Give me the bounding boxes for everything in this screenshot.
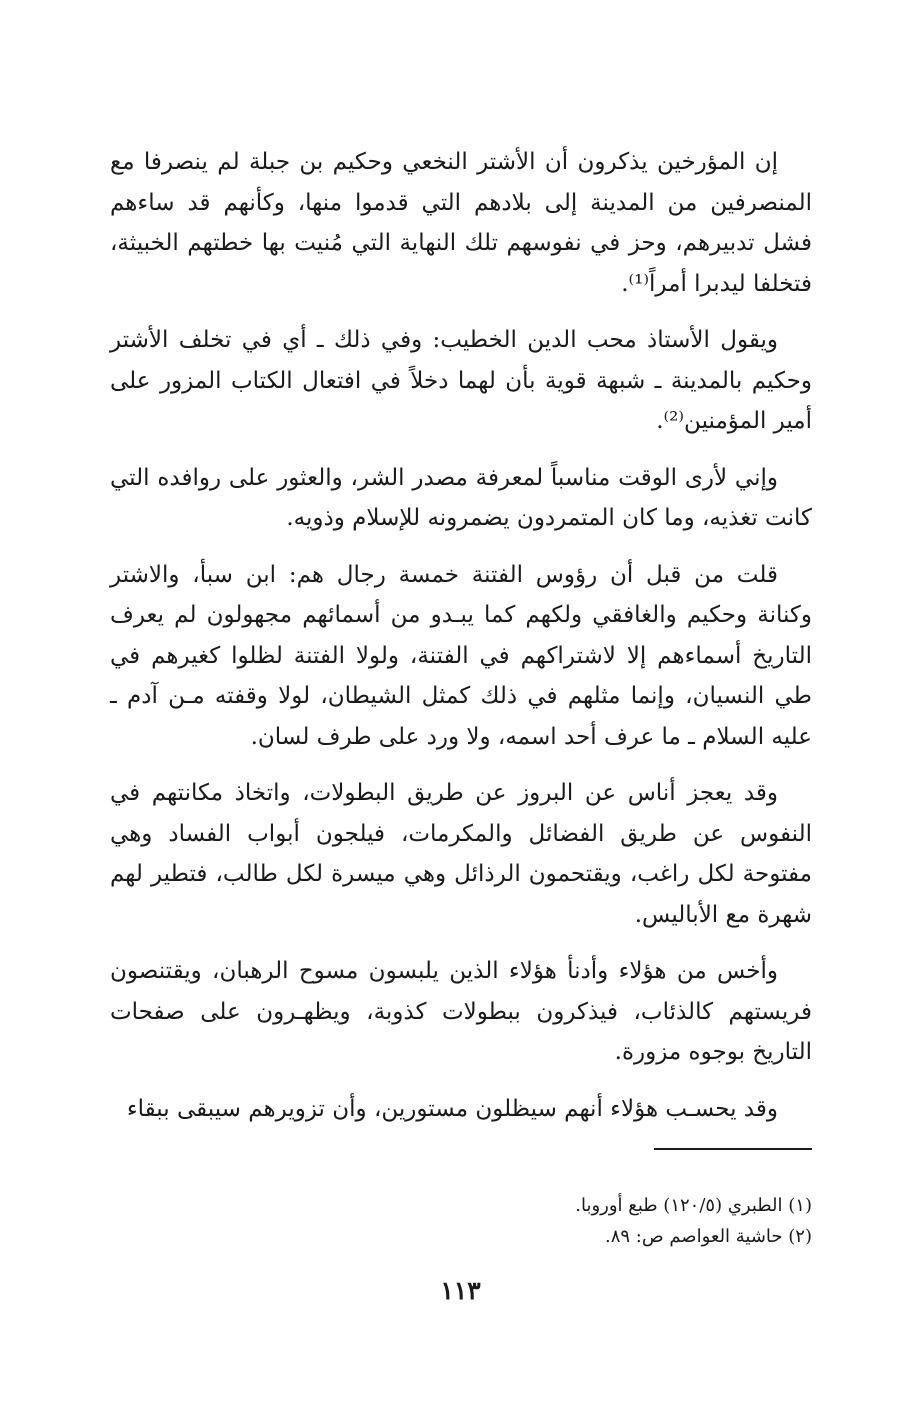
paragraph: وإني لأرى الوقت مناسباً لمعرفة مصدر الشر، والعثور على روافده التي كانت تغذيه، وما كان المتمردون يضمرونه للإسلام وذويه. (110, 464, 812, 531)
paragraph: ويقول الأستاذ محب الدين الخطيب: وفي ذلك ـ أي في تخلف الأشتر وحكيم بالمدينة ـ شبهة قوية بأن لهما دخلاً في افتعال الكتاب المزور على أمير المؤمنين⁽²⁾. (110, 327, 812, 434)
footnotes (110, 1190, 812, 1252)
footnote: (٢) حاشية العواصم ص: ٨٩. (604, 1226, 812, 1247)
page-number: ١١٣ (440, 1276, 481, 1305)
body-text (110, 142, 812, 1145)
paragraph: وقد يحسـب هؤلاء أنهم سيظلون مستورين، وأن تزويرهم سيبقى ببقاء (126, 1095, 778, 1122)
paragraph: قلت من قبل أن رؤوس الفتنة خمسة رجال هم: ابن سبأ، والاشتر وكنانة وحكيم والغافقي ولكهم كما يبـدو من أسمائهم مجهولون لم يعرف التاريخ أسماءهم إلا لاشتراكهم في الفتنة، ولولا الفتنة لظلوا كغيرهم في طي النسيان، وإنما مثلهم في ذلك كمثل الشيطان، لولا وقفته مـن آدم ـ عليه السلام ـ ما عرف أحد اسمه، ولا ورد على طرف لسان. (110, 561, 812, 750)
paragraph: إن المؤرخين يذكرون أن الأشتر النخعي وحكيم بن جبلة لم ينصرفا مع المنصرفين من المدينة إلى بلادهم التي قدموا منها، وكأنهم قد ساءهم فشل تدبيرهم، وحز في نفوسهم تلك النهاية التي مُنيت بها خطتهم الخبيثة، فتخلفا ليدبرا أمراً⁽¹⁾. (110, 149, 812, 297)
paragraph: وأخس من هؤلاء وأدنأ هؤلاء الذين يلبسون مسوح الرهبان، ويقتنصون فريستهم كالذئاب، فيذكرون ببطولات كذوبة، ويظهـرون على صفحات التاريخ بوجوه مزورة. (110, 958, 812, 1065)
paragraph: وقد يعجز أناس عن البروز عن طريق البطولات، واتخاذ مكانتهم في النفوس عن طريق الفضائل والمكرمات، فيلجون أبواب الفساد وهي مفتوحة لكل راغب، ويقتحمون الرذائل وهي ميسرة لكل طالب، فتطير لهم شهرة مع الأباليس. (110, 780, 812, 928)
footnote-divider (654, 1148, 812, 1150)
footnote: (١) الطبري (١٢٠/٥) طبع أوروبا. (575, 1195, 812, 1216)
